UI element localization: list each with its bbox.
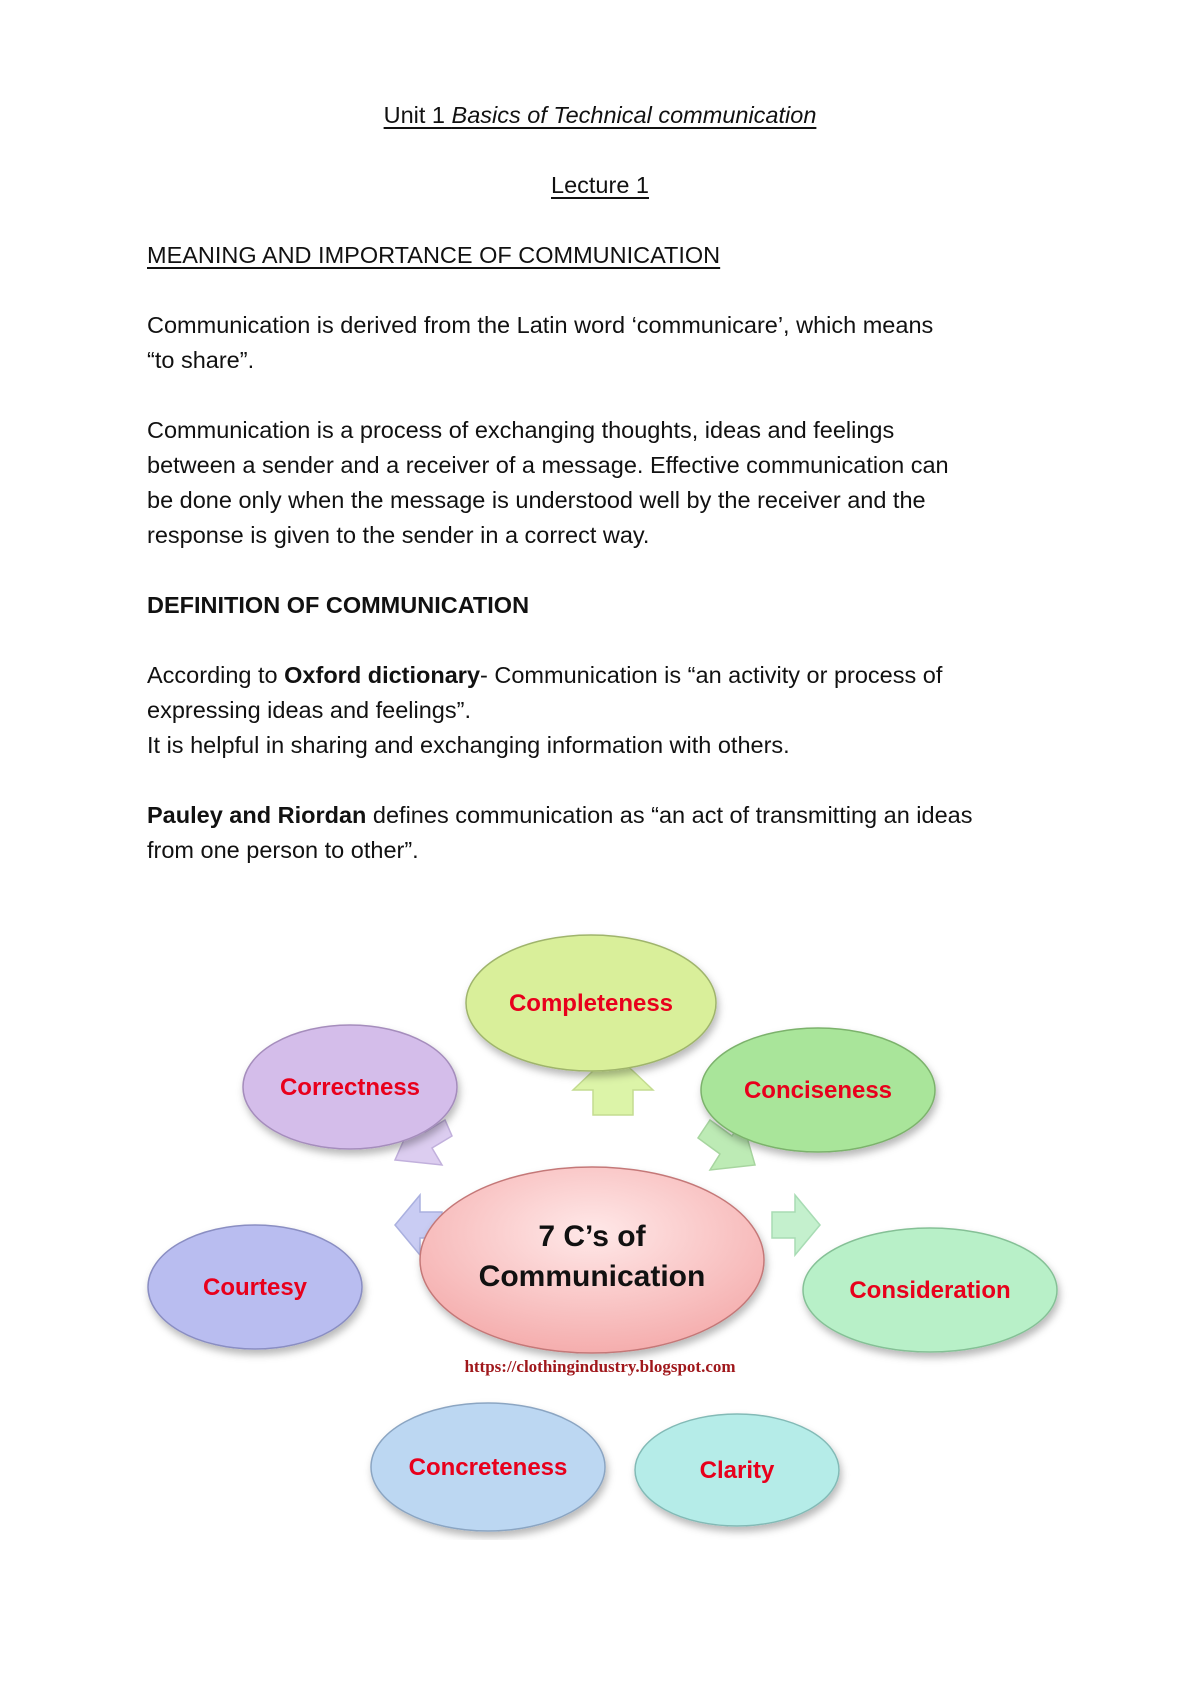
lecture-label: Lecture 1 [551,172,649,198]
para2-line4: response is given to the sender in a correct way. [147,522,650,548]
bubble-label-clarity: Clarity [699,1457,775,1484]
def2-line1 [147,798,972,833]
def2-source: Pauley and Riordan [147,802,367,828]
bubble-concreteness [371,1403,605,1531]
para1-line2: “to share”. [147,347,255,373]
def1-line1 [147,658,942,693]
bubble-label-correctness: Correctness [279,1074,421,1101]
bubble-consideration [803,1228,1057,1352]
def1-line2: expressing ideas and feelings”. [147,697,471,723]
unit-title [0,98,1200,133]
lecture-title [0,168,1200,203]
bubble-label-concreteness: Concreteness [408,1454,568,1481]
arrow-right-icon [772,1195,820,1255]
bubble-courtesy [148,1225,362,1349]
unit-title-text: Basics of Technical communication [451,102,817,128]
def2-rest: defines communication as “an act of transmitting an ideas [366,802,973,828]
bubble-label-conciseness: Conciseness [743,1077,893,1104]
bubble-label-consideration: Consideration [849,1277,1011,1304]
section-heading-meaning [147,238,720,273]
bubble-label-courtesy: Courtesy [202,1274,308,1301]
def1-line3: It is helpful in sharing and exchanging information with others. [147,732,790,758]
section1-heading: MEANING AND IMPORTANCE OF COMMUNICATION [147,242,721,268]
def1-prefix: According to [147,662,285,688]
def1-rest: - Communication is “an activity or process of [480,662,943,688]
para2-line2: between a sender and a receiver of a message. Effective communication can [147,452,949,478]
bubble-conciseness [701,1028,935,1152]
bubble-clarity [635,1414,839,1526]
def1-source: Oxford dictionary [284,662,481,688]
section-heading-definition: DEFINITION OF COMMUNICATION [147,592,530,618]
bubble-completeness [466,935,716,1071]
bubble-correctness [243,1025,457,1149]
center-label-line1: 7 C’s of [538,1220,646,1253]
bubble-label-completeness: Completeness [508,990,674,1017]
center-label-line2: Communication [478,1260,706,1293]
para1-line1: Communication is derived from the Latin word ‘communicare’, which means [147,312,934,338]
source-url: https://clothingindustry.blogspot.com [464,1357,736,1376]
unit-prefix: Unit 1 [383,102,452,128]
para2-line1: Communication is a process of exchanging thoughts, ideas and feelings [147,417,895,443]
para2-line3: be done only when the message is understood well by the receiver and the [147,487,926,513]
def2-line2: from one person to other”. [147,837,419,863]
seven-cs-diagram [130,920,1080,1540]
center-bubble [420,1167,764,1353]
